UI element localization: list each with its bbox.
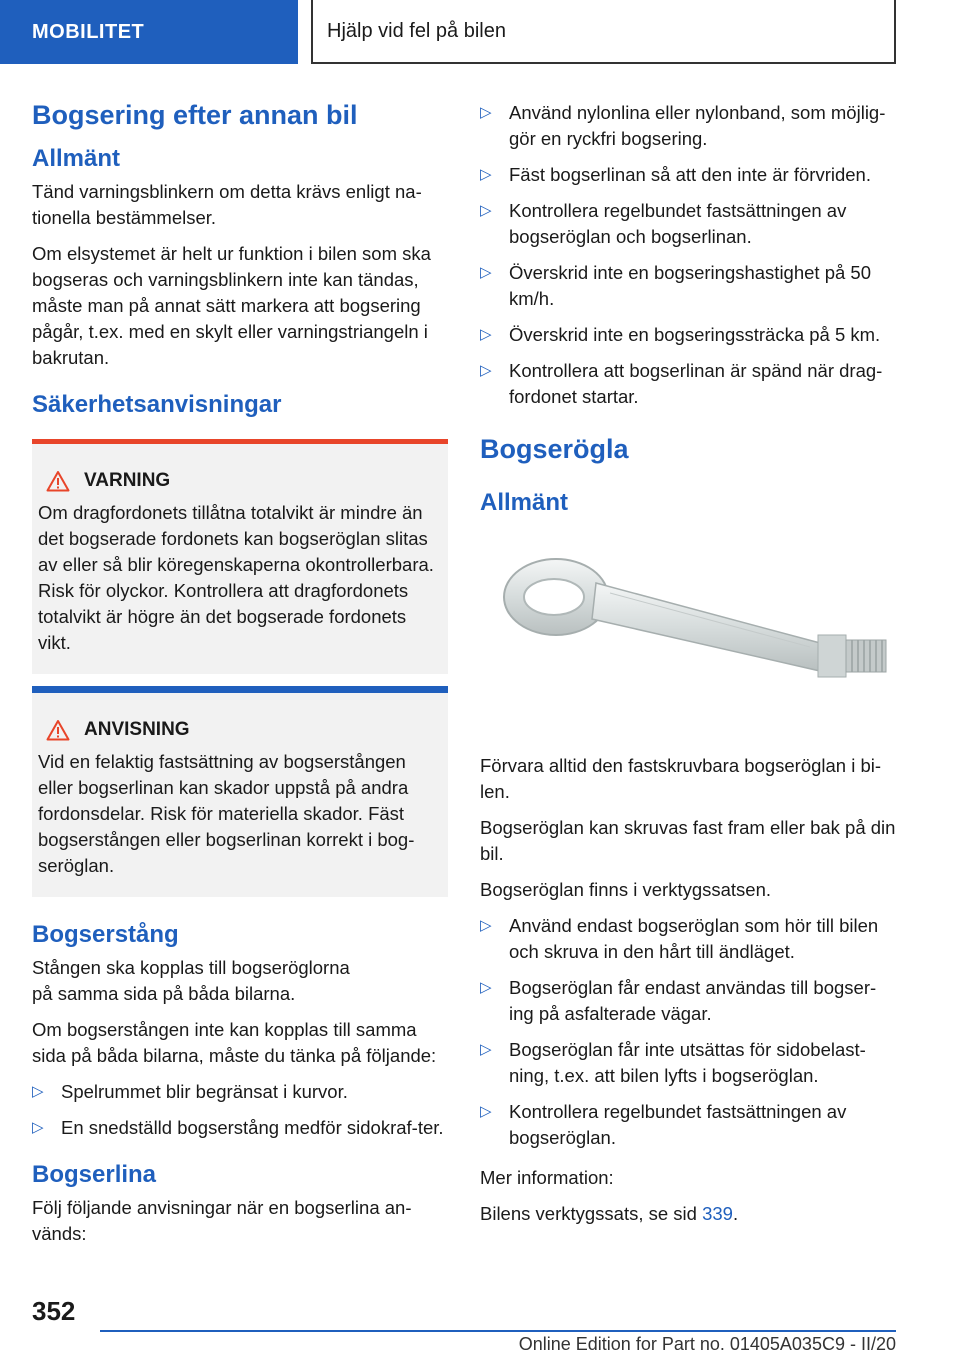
page-reference-link[interactable]: 339 xyxy=(702,1203,733,1224)
bullet-triangle-icon: ▷ xyxy=(480,1041,492,1058)
list-item: ▷ Bogseröglan får endast användas till bogser-ing på asfalterade vägar. xyxy=(480,977,877,1024)
bullet-triangle-icon: ▷ xyxy=(480,202,492,219)
tow-bar-paragraph-2: Om bogserstången inte kan kopplas till samma sida på båda bilarna, måste du tänka på följande: xyxy=(32,1019,437,1066)
tow-eye-illustration xyxy=(480,523,896,753)
warning-title: VARNING xyxy=(84,470,171,491)
page-number: 352 xyxy=(32,1296,76,1326)
list-item: ▷ Kontrollera regelbundet fastsättningen av bogseröglan och bogserlinan. xyxy=(480,200,847,247)
bullet-triangle-icon: ▷ xyxy=(480,1103,492,1120)
list-item: ▷ Använd endast bogseröglan som hör till bilen och skruva in den hårt till ändläget. xyxy=(480,915,879,962)
bullet-triangle-icon: ▷ xyxy=(480,264,492,281)
tow-eye-general-heading: Allmänt xyxy=(480,489,569,516)
bullet-triangle-icon: ▷ xyxy=(480,917,492,934)
chapter-label: Hjälp vid fel på bilen xyxy=(327,19,506,42)
tow-bar-heading: Bogserstång xyxy=(32,921,179,948)
tow-rope-paragraph: Följ följande anvisningar när en bogserlina an-vänds: xyxy=(32,1197,412,1244)
general-paragraph-2: Om elsystemet är helt ur funktion i bilen som ska bogseras och varningsblinkern inte kan tändas, måste man på annat sätt markera att bogsering pågår, t.ex. med en skylt eller varningstriangeln i bakrutan. xyxy=(32,243,431,368)
tow-rope-list xyxy=(480,100,896,410)
list-item: ▷ En snedställd bogserstång medför sidokraf-ter. xyxy=(32,1115,448,1141)
list-item: ▷ Överskrid inte en bogseringssträcka på 5 km. xyxy=(480,322,896,348)
more-info-label: Mer information: xyxy=(480,1167,614,1188)
edition-note: Online Edition for Part no. 01405A035C9 - II/20 xyxy=(518,1334,896,1354)
section-tab xyxy=(0,0,298,64)
tow-eye-list xyxy=(480,913,896,1151)
warning-triangle-icon xyxy=(46,470,70,492)
bullet-triangle-icon: ▷ xyxy=(32,1119,44,1136)
list-item: ▷ Spelrummet blir begränsat i kurvor. xyxy=(32,1079,448,1105)
tow-eye-paragraph-3: Bogseröglan finns i verktygssatsen. xyxy=(480,879,772,900)
tow-bar-paragraph-1: Stången ska kopplas till bogseröglorna på samma sida på båda bilarna. xyxy=(32,957,350,1004)
list-item: ▷ Fäst bogserlinan så att den inte är förvriden. xyxy=(480,162,896,188)
bullet-triangle-icon: ▷ xyxy=(480,326,492,343)
section-label: MOBILITET xyxy=(32,20,145,43)
tow-eye-heading: Bogserögla xyxy=(480,434,629,464)
list-item: ▷ Använd nylonlina eller nylonband, som möjlig-gör en ryckfri bogsering. xyxy=(480,102,886,149)
list-item: ▷ Kontrollera regelbundet fastsättningen av bogseröglan. xyxy=(480,1101,847,1148)
caution-triangle-icon xyxy=(46,719,70,741)
footer-divider xyxy=(100,1330,896,1332)
list-item: ▷ Överskrid inte en bogseringshastighet på 50 km/h. xyxy=(480,262,871,309)
bullet-triangle-icon: ▷ xyxy=(480,166,492,183)
list-item: ▷ Bogseröglan får inte utsättas för sidobelast-ning, t.ex. att bilen lyfts i bogseröglan. xyxy=(480,1039,866,1086)
bullet-triangle-icon: ▷ xyxy=(480,104,492,121)
bullet-triangle-icon: ▷ xyxy=(480,362,492,379)
warning-box xyxy=(32,439,448,674)
bullet-triangle-icon: ▷ xyxy=(480,979,492,996)
notice-title: ANVISNING xyxy=(84,719,190,740)
tow-eye-paragraph-1: Förvara alltid den fastskruvbara bogseröglan i bi-len. xyxy=(480,755,882,802)
bullet-triangle-icon: ▷ xyxy=(32,1083,44,1100)
tow-eye-image xyxy=(480,523,896,753)
tow-bar-list xyxy=(32,1079,448,1141)
list-item: ▷ Kontrollera att bogserlinan är spänd när drag-fordonet startar. xyxy=(480,360,883,407)
general-heading: Allmänt xyxy=(32,145,121,172)
right-column xyxy=(480,100,896,1237)
general-paragraph-1: Tänd varningsblinkern om detta krävs enligt na-tionella bestämmelser. xyxy=(32,181,422,228)
tow-eye-paragraph-2: Bogseröglan kan skruvas fast fram eller bak på din bil. xyxy=(480,817,896,864)
safety-heading: Säkerhetsanvisningar xyxy=(32,391,282,418)
notice-box xyxy=(32,686,448,897)
reference-line: Bilens verktygssats, se sid 339. xyxy=(480,1203,739,1224)
left-column xyxy=(32,100,448,1257)
page-title: Bogsering efter annan bil xyxy=(32,100,358,130)
tow-rope-heading: Bogserlina xyxy=(32,1161,157,1188)
notice-text: Vid en felaktig fastsättning av bogserstången eller bogserlinan kan skador uppstå på andra fordonsdelar. Risk för materiella skador. Fäst bogserstången eller bogserlinan korrekt i bog-seröglan. xyxy=(38,751,415,876)
warning-text: Om dragfordonets tillåtna totalvikt är mindre än det bogserade fordonets kan bogseröglan slitas av eller så blir köregenskaperna okontrollerbara. Risk för olyckor. Kontrollera att dragfordonets totalvikt är högre än det bogserade fordonets vikt. xyxy=(38,502,434,653)
chapter-header xyxy=(311,0,896,64)
